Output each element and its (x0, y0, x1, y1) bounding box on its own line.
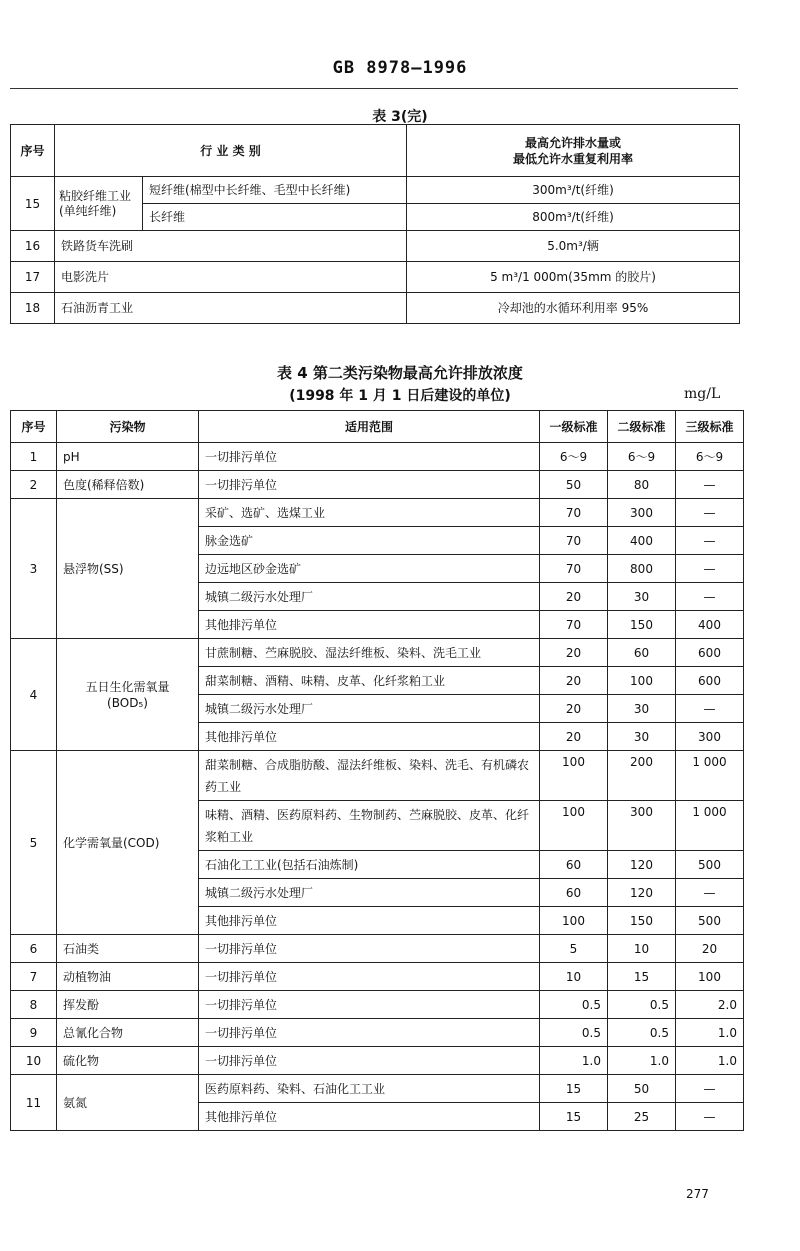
table3-cell-category: 电影洗片 (55, 262, 407, 293)
table4-cell-grade1: 50 (540, 471, 608, 499)
table3-header-limit-line2: 最低允许水重复利用率 (513, 151, 634, 166)
table4-cell-grade2: 30 (608, 695, 676, 723)
table4-cell-pollutant: pH (57, 443, 199, 471)
table4-cell-no: 9 (11, 1019, 57, 1047)
table4-header-grade3: 三级标准 (676, 411, 744, 443)
table3-caption: 表 3(完) (372, 109, 428, 125)
table3-cell-value: 5.0m³/辆 (407, 231, 740, 262)
table4-cell-scope: 甘蔗制糖、苎麻脱胶、湿法纤维板、染料、洗毛工业 (199, 639, 540, 667)
table-row (11, 1075, 744, 1103)
table3-header-no: 序号 (11, 125, 55, 177)
table4-cell-grade2: 800 (608, 555, 676, 583)
table-row (11, 1047, 744, 1075)
table4-cell-no: 7 (11, 963, 57, 991)
table-row (11, 499, 744, 527)
table4-cell-grade2: 25 (608, 1103, 676, 1131)
table-row (11, 1019, 744, 1047)
table4-cell-grade3: — (676, 555, 744, 583)
table4-cell-no: 2 (11, 471, 57, 499)
table-row (11, 262, 740, 293)
table4-cell-grade3: 1 000 (676, 801, 744, 851)
table4-cell-grade3: 500 (676, 851, 744, 879)
table4-cell-scope: 其他排污单位 (199, 723, 540, 751)
table4-cell-grade3: — (676, 499, 744, 527)
table4-cell-grade2: 30 (608, 583, 676, 611)
table4-cell-scope: 一切排污单位 (199, 1019, 540, 1047)
table4-cell-no: 3 (11, 499, 57, 639)
table4-cell-grade2: 400 (608, 527, 676, 555)
table3-cell-no: 18 (11, 293, 55, 324)
table3-cell-sub: 短纤维(棉型中长纤维、毛型中长纤维) (143, 177, 407, 204)
table4-cell-grade3: 20 (676, 935, 744, 963)
table4-cell-pollutant: 色度(稀释倍数) (57, 471, 199, 499)
table4-cell-scope: 石油化工工业(包括石油炼制) (199, 851, 540, 879)
table-row (11, 935, 744, 963)
table4-cell-scope: 味精、酒精、医药原料药、生物制药、苎麻脱胶、皮革、化纤浆粕工业 (199, 801, 540, 851)
table4-cell-grade2: 10 (608, 935, 676, 963)
table4-caption: 表 4 第二类污染物最高允许排放浓度 (277, 364, 523, 382)
table3-cell-value: 5 m³/1 000m(35mm 的胶片) (407, 262, 740, 293)
table4-cell-no: 6 (11, 935, 57, 963)
table4-cell-scope: 一切排污单位 (199, 991, 540, 1019)
table4-subtitle: (1998 年 1 月 1 日后建设的单位) (289, 388, 511, 404)
table4-header-row (11, 411, 744, 443)
table4-cell-pollutant: 悬浮物(SS) (57, 499, 199, 639)
table4-cell-no: 4 (11, 639, 57, 751)
table3-header-limit (407, 125, 740, 177)
table4-cell-scope: 脉金选矿 (199, 527, 540, 555)
table4-cell-grade3: — (676, 1075, 744, 1103)
table4-cell-grade1: 5 (540, 935, 608, 963)
table4-cell-grade1: 60 (540, 851, 608, 879)
table4-cell-scope: 一切排污单位 (199, 1047, 540, 1075)
table4-cell-grade2: 30 (608, 723, 676, 751)
table4-cell-grade2: 0.5 (608, 1019, 676, 1047)
table4-cell-grade1: 70 (540, 499, 608, 527)
table4-cell-grade3: — (676, 527, 744, 555)
header-rule (10, 88, 738, 89)
table4-cell-grade3: — (676, 583, 744, 611)
table4-cell-scope: 城镇二级污水处理厂 (199, 879, 540, 907)
standard-number: GB 8978—1996 (332, 58, 468, 78)
table4-cell-scope: 采矿、选矿、选煤工业 (199, 499, 540, 527)
table4-cell-grade3: 600 (676, 639, 744, 667)
table4-cell-pollutant: 石油类 (57, 935, 199, 963)
table4-cell-no: 11 (11, 1075, 57, 1131)
table3-cell-value: 800m³/t(纤维) (407, 204, 740, 231)
table4-header-scope: 适用范围 (199, 411, 540, 443)
table4-cell-scope: 一切排污单位 (199, 963, 540, 991)
table3 (10, 124, 740, 324)
table4-cell-grade3: 600 (676, 667, 744, 695)
table4-cell-grade3: 1.0 (676, 1019, 744, 1047)
table-row (11, 471, 744, 499)
table4-cell-grade3: 400 (676, 611, 744, 639)
table4-cell-grade1: 20 (540, 723, 608, 751)
table4-cell-grade2: 50 (608, 1075, 676, 1103)
table4-header-no: 序号 (11, 411, 57, 443)
table-row (11, 293, 740, 324)
table3-cell-sub: 长纤维 (143, 204, 407, 231)
table4-cell-scope: 城镇二级污水处理厂 (199, 583, 540, 611)
table4-cell-grade1: 0.5 (540, 991, 608, 1019)
table4-cell-pollutant: 总氰化合物 (57, 1019, 199, 1047)
table4-cell-grade1: 70 (540, 527, 608, 555)
table-row (11, 963, 744, 991)
table4-header-grade1: 一级标准 (540, 411, 608, 443)
table4 (10, 410, 744, 1131)
table4-cell-scope: 一切排污单位 (199, 471, 540, 499)
table4-cell-scope: 甜菜制糖、合成脂肪酸、湿法纤维板、染料、洗毛、有机磷农药工业 (199, 751, 540, 801)
table4-cell-pollutant: 硫化物 (57, 1047, 199, 1075)
table4-cell-no: 10 (11, 1047, 57, 1075)
table3-header-row (11, 125, 740, 177)
table4-cell-grade1: 20 (540, 695, 608, 723)
table3-cell-no: 17 (11, 262, 55, 293)
table4-cell-pollutant-line2: (BOD₅) (107, 695, 148, 710)
table4-cell-grade2: 6～9 (608, 443, 676, 471)
table4-cell-grade2: 300 (608, 499, 676, 527)
table4-cell-scope: 城镇二级污水处理厂 (199, 695, 540, 723)
table4-cell-grade1: 10 (540, 963, 608, 991)
page-number: 277 (686, 1187, 709, 1201)
table4-cell-grade2: 120 (608, 879, 676, 907)
table4-cell-grade2: 1.0 (608, 1047, 676, 1075)
table4-cell-pollutant: 动植物油 (57, 963, 199, 991)
table4-cell-grade3: 500 (676, 907, 744, 935)
table4-cell-grade2: 200 (608, 751, 676, 801)
table4-cell-grade3: — (676, 1103, 744, 1131)
table4-cell-grade1: 6～9 (540, 443, 608, 471)
table4-cell-scope: 边远地区砂金选矿 (199, 555, 540, 583)
table4-cell-grade2: 15 (608, 963, 676, 991)
table4-cell-pollutant: 化学需氧量(COD) (57, 751, 199, 935)
table4-cell-scope: 其他排污单位 (199, 907, 540, 935)
table4-cell-grade3: — (676, 879, 744, 907)
table3-cell-value: 300m³/t(纤维) (407, 177, 740, 204)
table4-cell-grade1: 15 (540, 1103, 608, 1131)
table4-cell-scope: 其他排污单位 (199, 1103, 540, 1131)
table4-cell-scope: 一切排污单位 (199, 935, 540, 963)
table3-cell-no: 15 (11, 177, 55, 231)
table4-cell-grade1: 100 (540, 801, 608, 851)
table4-cell-no: 8 (11, 991, 57, 1019)
table4-cell-grade1: 70 (540, 611, 608, 639)
table4-cell-scope: 医药原料药、染料、石油化工工业 (199, 1075, 540, 1103)
table3-cell-category: 铁路货车洗刷 (55, 231, 407, 262)
table4-cell-grade3: 1.0 (676, 1047, 744, 1075)
table4-cell-grade3: — (676, 695, 744, 723)
table4-cell-pollutant-line1: 五日生化需氧量 (85, 679, 170, 694)
table4-cell-grade1: 0.5 (540, 1019, 608, 1047)
table4-cell-grade1: 15 (540, 1075, 608, 1103)
table3-cell-category: 石油沥青工业 (55, 293, 407, 324)
table4-cell-grade2: 0.5 (608, 991, 676, 1019)
table4-cell-grade2: 120 (608, 851, 676, 879)
table4-cell-grade1: 100 (540, 907, 608, 935)
table4-cell-grade1: 20 (540, 667, 608, 695)
table3-cell-value: 冷却池的水循环利用率 95% (407, 293, 740, 324)
table4-cell-grade3: — (676, 471, 744, 499)
table-row (11, 443, 744, 471)
table4-cell-grade2: 100 (608, 667, 676, 695)
table4-cell-grade2: 300 (608, 801, 676, 851)
table4-unit: mg/L (684, 386, 721, 402)
table4-header-pollutant: 污染物 (57, 411, 199, 443)
table4-cell-grade1: 60 (540, 879, 608, 907)
table4-cell-grade3: 6～9 (676, 443, 744, 471)
table4-cell-pollutant (57, 639, 199, 751)
table-row (11, 639, 744, 667)
table-row (11, 991, 744, 1019)
table4-cell-grade1: 70 (540, 555, 608, 583)
table4-cell-grade3: 300 (676, 723, 744, 751)
table3-header-limit-line1: 最高允许排水量或 (525, 135, 622, 150)
table4-cell-grade1: 20 (540, 639, 608, 667)
table4-cell-scope: 一切排污单位 (199, 443, 540, 471)
table4-cell-scope: 其他排污单位 (199, 611, 540, 639)
table4-cell-grade1: 1.0 (540, 1047, 608, 1075)
table4-cell-scope: 甜菜制糖、酒精、味精、皮革、化纤浆粕工业 (199, 667, 540, 695)
table4-cell-grade3: 100 (676, 963, 744, 991)
table4-cell-grade2: 150 (608, 907, 676, 935)
table3-header-category: 行 业 类 别 (55, 125, 407, 177)
table4-cell-grade2: 60 (608, 639, 676, 667)
table3-cell-no: 16 (11, 231, 55, 262)
table4-cell-grade2: 150 (608, 611, 676, 639)
table4-cell-no: 1 (11, 443, 57, 471)
table4-cell-no: 5 (11, 751, 57, 935)
table4-cell-grade3: 1 000 (676, 751, 744, 801)
table4-cell-grade1: 20 (540, 583, 608, 611)
table3-cell-category: 粘胶纤维工业(单纯纤维) (55, 177, 143, 231)
table4-cell-grade1: 100 (540, 751, 608, 801)
table4-cell-pollutant: 挥发酚 (57, 991, 199, 1019)
table4-cell-grade3: 2.0 (676, 991, 744, 1019)
table4-cell-pollutant: 氨氮 (57, 1075, 199, 1131)
table4-header-grade2: 二级标准 (608, 411, 676, 443)
table-row (11, 751, 744, 801)
table4-cell-grade2: 80 (608, 471, 676, 499)
table-row (11, 177, 740, 204)
table-row (11, 231, 740, 262)
